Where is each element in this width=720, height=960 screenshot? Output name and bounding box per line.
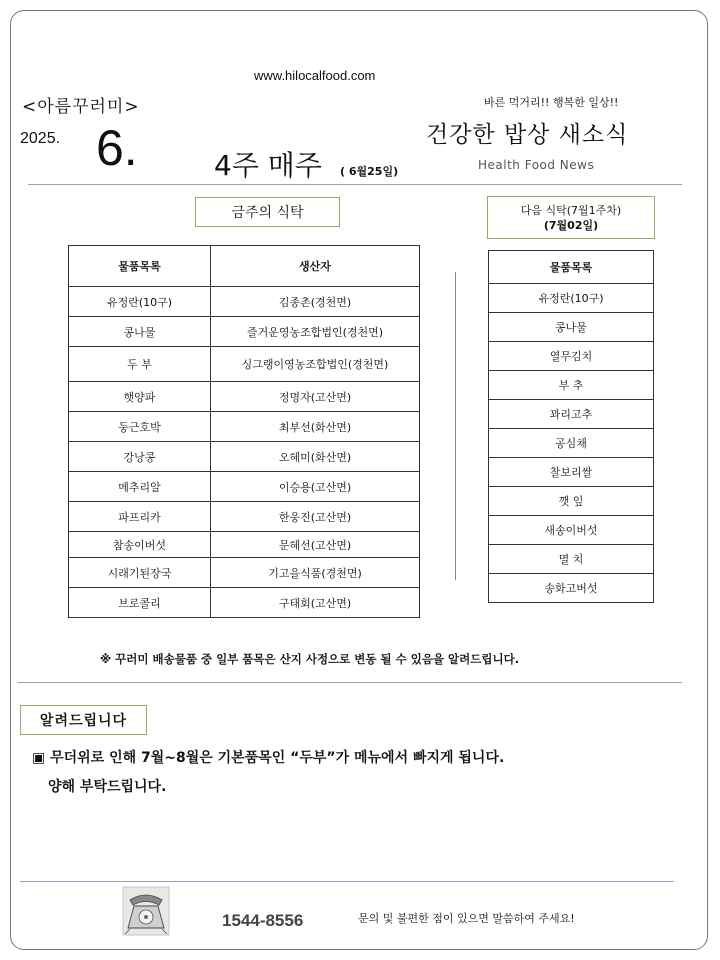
next-week-label-text: 다음 식탁(7월1주차) <box>520 203 622 217</box>
producer-cell: 최부선(화산면) <box>211 412 420 442</box>
item-cell: 송화고버섯 <box>489 574 654 603</box>
column-header-item: 물품목록 <box>489 251 654 284</box>
item-cell: 유정란(10구) <box>489 284 654 313</box>
footer-divider <box>20 881 674 882</box>
slogan: 바른 먹거리!! 행복한 일상!! <box>484 96 619 109</box>
table-row <box>69 502 420 532</box>
item-cell: 둥근호박 <box>69 412 211 442</box>
table-row <box>489 342 654 371</box>
item-cell: 메추리알 <box>69 472 211 502</box>
table-row <box>69 558 420 588</box>
item-cell: 시래기된장국 <box>69 558 211 588</box>
producer-cell: 기고을식품(경천면) <box>211 558 420 588</box>
producer-cell: 즐거운영농조합법인(경천면) <box>211 317 420 347</box>
item-cell: 두 부 <box>69 347 211 382</box>
table-header-row <box>69 246 420 287</box>
item-cell: 깻 잎 <box>489 487 654 516</box>
this-week-label <box>195 197 340 227</box>
item-cell: 강낭콩 <box>69 442 211 472</box>
issue-month: 6. <box>96 120 138 176</box>
brand-name: <아름꾸러미> <box>22 97 140 117</box>
next-week-table <box>488 250 654 603</box>
table-row <box>69 412 420 442</box>
producer-cell: 이승용(고산면) <box>211 472 420 502</box>
producer-cell: 김종촌(경천면) <box>211 287 420 317</box>
item-cell: 멸 치 <box>489 545 654 574</box>
item-cell: 열무김치 <box>489 342 654 371</box>
table-row <box>489 516 654 545</box>
table-row <box>489 545 654 574</box>
table-row <box>489 313 654 342</box>
table-row <box>69 442 420 472</box>
item-cell: 참송이버섯 <box>69 532 211 558</box>
announcement-label-text: 알려드립니다 <box>39 713 128 729</box>
table-row <box>489 458 654 487</box>
item-cell: 새송이버섯 <box>489 516 654 545</box>
producer-cell: 문혜선(고산면) <box>211 532 420 558</box>
next-week-label <box>487 196 655 239</box>
headline: 건강한 밥상 새소식 <box>426 122 629 148</box>
issue-week: 4주 매주 <box>214 149 322 182</box>
table-header-row <box>489 251 654 284</box>
table-row <box>69 382 420 412</box>
table-row <box>69 472 420 502</box>
item-cell: 유정란(10구) <box>69 287 211 317</box>
this-week-label-text: 금주의 식탁 <box>231 205 304 221</box>
table-row <box>69 532 420 558</box>
item-cell: 꽈리고추 <box>489 400 654 429</box>
item-cell: 부 추 <box>489 371 654 400</box>
producer-cell: 싱그랭이영농조합법인(경천면) <box>211 347 420 382</box>
producer-cell: 정명자(고산면) <box>211 382 420 412</box>
announcement-line-1: ▣ 무더위로 인해 7월~8월은 기본품목인 “두부”가 메뉴에서 빠지게 됩니다. <box>32 750 505 766</box>
phone-number[interactable]: 1544-8556 <box>222 911 304 930</box>
item-cell: 콩나물 <box>489 313 654 342</box>
table-row <box>69 317 420 347</box>
headline-subtitle: Health Food News <box>478 158 595 172</box>
contact-message: 문의 및 불편한 점이 있으면 말씀하여 주세요! <box>358 912 575 925</box>
item-cell: 공심채 <box>489 429 654 458</box>
notice-divider <box>18 682 682 683</box>
producer-cell: 구태회(고산면) <box>211 588 420 618</box>
item-cell: 파프리카 <box>69 502 211 532</box>
table-row <box>489 371 654 400</box>
issue-date: ( 6월25일) <box>340 165 399 178</box>
telephone-icon <box>122 886 170 936</box>
producer-cell: 오혜미(화산면) <box>211 442 420 472</box>
table-row <box>69 347 420 382</box>
announcement-line-2: 양해 부탁드립니다. <box>48 779 167 795</box>
table-row <box>489 487 654 516</box>
producer-cell: 한웅진(고산면) <box>211 502 420 532</box>
table-row <box>489 284 654 313</box>
substitution-notice: ※ 꾸러미 배송물품 중 일부 품목은 산지 사정으로 변동 될 수 있음을 알려드립니다. <box>100 652 520 666</box>
next-week-date: (7월02일) <box>543 218 599 232</box>
table-row <box>489 429 654 458</box>
table-row <box>489 574 654 603</box>
column-divider <box>455 272 456 580</box>
table-row <box>69 588 420 618</box>
column-header-producer: 생산자 <box>211 246 420 287</box>
this-week-table <box>68 245 420 618</box>
header-divider <box>28 184 682 185</box>
item-cell: 콩나물 <box>69 317 211 347</box>
issue-year: 2025. <box>20 130 61 147</box>
table-row <box>489 400 654 429</box>
table-row <box>69 287 420 317</box>
item-cell: 브로콜리 <box>69 588 211 618</box>
column-header-item: 물품목록 <box>69 246 211 287</box>
website-url[interactable]: www.hilocalfood.com <box>254 68 376 83</box>
announcement-label <box>20 705 147 735</box>
item-cell: 찰보리쌀 <box>489 458 654 487</box>
item-cell: 햇양파 <box>69 382 211 412</box>
